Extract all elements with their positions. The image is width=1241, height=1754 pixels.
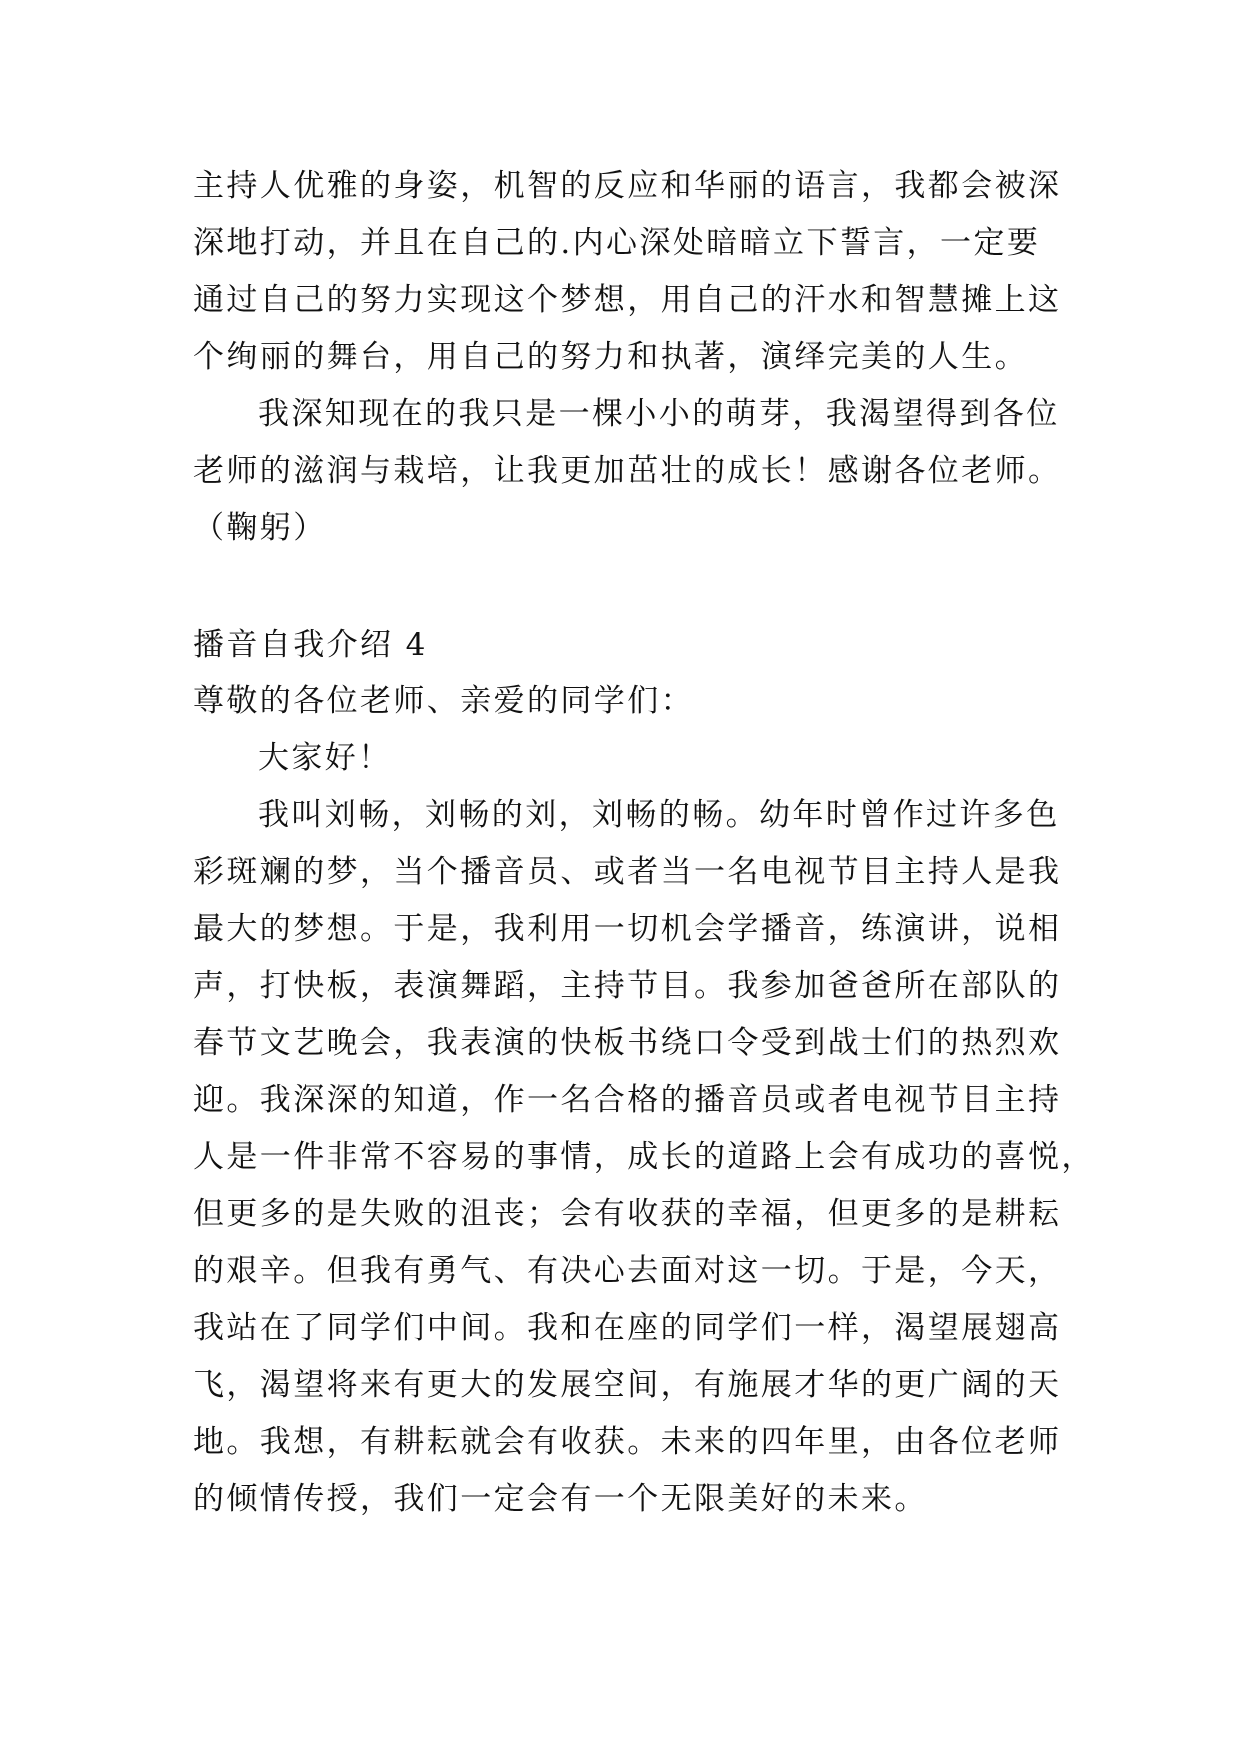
text-line: 我站在了同学们中间。我和在座的同学们一样，渴望展翅高 <box>193 1310 1062 1346</box>
text-line: 主持人优雅的身姿，机智的反应和华丽的语言，我都会被深 <box>193 168 1062 204</box>
text-line: 但更多的是失败的沮丧；会有收获的幸福，但更多的是耕耘 <box>193 1196 1062 1232</box>
text-line: 春节文艺晚会，我表演的快板书绕口令受到战士们的热烈欢 <box>193 1025 1062 1061</box>
text-line: 通过自己的努力实现这个梦想，用自己的汗水和智慧摊上这 <box>193 282 1062 318</box>
text-line: 飞，渴望将来有更大的发展空间，有施展才华的更广阔的天 <box>193 1367 1062 1403</box>
text-line: 的艰辛。但我有勇气、有决心去面对这一切。于是，今天， <box>193 1253 1062 1289</box>
text-line: 彩斑斓的梦，当个播音员、或者当一名电视节目主持人是我 <box>193 854 1062 890</box>
text-line: 深地打动，并且在自己的.内心深处暗暗立下誓言，一定要 <box>193 225 1041 261</box>
salutation: 尊敬的各位老师、亲爱的同学们： <box>193 683 694 719</box>
text-line: 的倾情传授，我们一定会有一个无限美好的未来。 <box>193 1481 928 1517</box>
text-line: 声，打快板，表演舞蹈，主持节目。我参加爸爸所在部队的 <box>193 968 1062 1004</box>
text-line: 最大的梦想。于是，我利用一切机会学播音，练演讲，说相 <box>193 911 1062 947</box>
text-line: （鞠躬） <box>193 510 327 546</box>
text-line: 老师的滋润与栽培，让我更加茁壮的成长！感谢各位老师。 <box>193 453 1062 489</box>
text-line: 个绚丽的舞台，用自己的努力和执著，演绎完美的人生。 <box>193 339 1028 375</box>
paragraph-first-line: 我叫刘畅，刘畅的刘，刘畅的畅。幼年时曾作过许多色 <box>258 797 1060 833</box>
paragraph-first-line: 我深知现在的我只是一棵小小的萌芽，我渴望得到各位 <box>258 396 1060 432</box>
greeting: 大家好！ <box>258 740 392 776</box>
section-heading: 播音自我介绍 4 <box>193 627 428 663</box>
text-line: 迎。我深深的知道，作一名合格的播音员或者电视节目主持 <box>193 1082 1062 1118</box>
text-line: 人是一件非常不容易的事情，成长的道路上会有成功的喜悦， <box>193 1139 1095 1175</box>
text-line: 地。我想，有耕耘就会有收获。未来的四年里，由各位老师 <box>193 1424 1062 1460</box>
